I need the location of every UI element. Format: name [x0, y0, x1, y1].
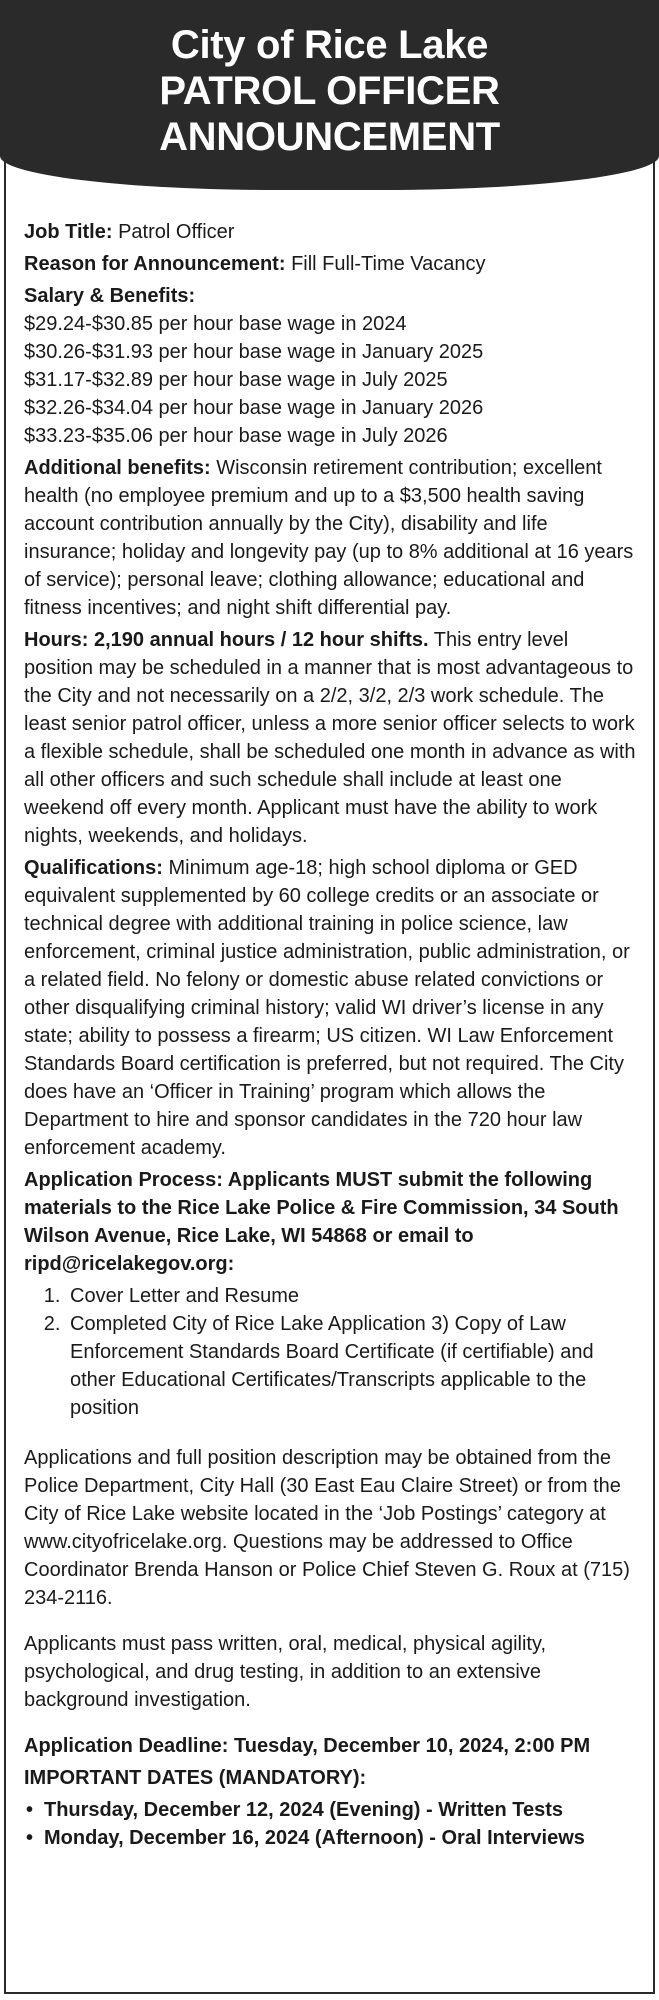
hours-section: [24, 626, 637, 850]
application-steps: [24, 1282, 637, 1422]
salary-line: $32.26-$34.04 per hour base wage in January 2026: [24, 397, 484, 419]
important-date-text: Monday, December 16, 2024 (Afternoon) - Oral Interviews: [44, 1827, 585, 1849]
salary-line: $29.24-$30.85 per hour base wage in 2024: [24, 313, 407, 335]
application-process: [24, 1166, 637, 1278]
salary-line: $30.26-$31.93 per hour base wage in January 2025: [24, 341, 484, 363]
salary-line: $33.23-$35.06 per hour base wage in July 2026: [24, 425, 448, 447]
reason-value: Fill Full-Time Vacancy: [291, 253, 486, 275]
application-process-label: Application Process: Applicants MUST submit the following materials to the Rice Lake Police & Fire Commission, 34 South Wilson Avenue, Rice Lake, WI 54868 or email to ripd@ricelakegov.org:: [24, 1169, 619, 1275]
important-dates-heading: [24, 1764, 637, 1792]
bullet-icon: •: [26, 1827, 34, 1849]
hours-label: Hours: 2,190 annual hours / 12 hour shifts.: [24, 629, 429, 651]
application-deadline-text: Application Deadline: Tuesday, December 10, 2024, 2:00 PM: [24, 1735, 591, 1757]
obtain-info-paragraph: Applications and full position description may be obtained from the Police Department, City Hall (30 East Eau Claire Street) or from the City of Rice Lake website located in the ‘Job Postings’ category at www.cityofricelake.org. Questions may be addressed to Office Coordinator Brenda Hanson or Police Chief Steven G. Roux at (715) 234-2116.: [24, 1447, 630, 1609]
application-deadline: [24, 1732, 637, 1760]
job-title-label: Job Title:: [24, 221, 113, 243]
qualifications-section: [24, 854, 637, 1162]
reason-row: [24, 250, 637, 278]
qualifications-label: Qualifications:: [24, 857, 163, 879]
qualifications-text: Minimum age-18; high school diploma or GED equivalent supplemented by 60 college credits or an associate or technical degree with additional training in police science, law enforcement, criminal justice administration, public administration, or a related field. No felony or domestic abuse related convictions or other disqualifying criminal history; valid WI driver’s license in any state; ability to possess a firearm; US citizen. WI Law Enforcement Standards Board certification is preferred, but not required. The City does have an ‘Officer in Training’ program which allows the Department to hire and sponsor candidates in the 720 hour law enforcement academy.: [24, 857, 630, 1159]
application-step: 1. Cover Letter and Resume: [66, 1282, 637, 1310]
header-city: City of Rice Lake: [170, 23, 489, 67]
announcement-body: [0, 190, 659, 1852]
bullet-icon: •: [26, 1799, 34, 1821]
salary-section: [24, 282, 637, 450]
header-position: PATROL OFFICER: [159, 69, 500, 113]
important-date-item: [26, 1824, 637, 1852]
salary-line: $31.17-$32.89 per hour base wage in July 2025: [24, 369, 448, 391]
header-announcement: ANNOUNCEMENT: [159, 115, 500, 159]
additional-benefits-label: Additional benefits:: [24, 457, 211, 479]
application-step: 2. Completed City of Rice Lake Application 3) Copy of Law Enforcement Standards Board Certificate (if certifiable) and other Educational Certificates/Transcripts applicable to the position: [66, 1310, 637, 1422]
announcement-header: [0, 0, 659, 190]
important-date-item: [26, 1796, 637, 1824]
additional-benefits: [24, 454, 637, 622]
testing-info-paragraph: Applicants must pass written, oral, medical, physical agility, psychological, and drug testing, in addition to an extensive background investigation.: [24, 1633, 547, 1711]
additional-benefits-text: Wisconsin retirement contribution; excellent health (no employee premium and up to a $3,500 health saving account contribution annually by the City), disability and life insurance; holiday and longevity pay (up to 8% additional at 16 years of service); personal leave; clothing allowance; educational and fitness incentives; and night shift differential pay.: [24, 457, 634, 619]
job-title-value: Patrol Officer: [118, 221, 235, 243]
job-title-row: [24, 218, 637, 246]
important-dates-label: IMPORTANT DATES (MANDATORY):: [24, 1767, 367, 1789]
important-date-text: Thursday, December 12, 2024 (Evening) - Written Tests: [44, 1799, 564, 1821]
salary-label: Salary & Benefits:: [24, 285, 196, 307]
reason-label: Reason for Announcement:: [24, 253, 286, 275]
important-dates-list: [24, 1796, 637, 1852]
hours-text: This entry level position may be scheduled in a manner that is most advantageous to the City and not necessarily on a 2/2, 3/2, 2/3 work schedule. The least senior patrol officer, unless a more senior officer selects to work a flexible schedule, shall be scheduled one month in advance as with all other officers and such schedule shall include at least one weekend off every month. Applicant must have the ability to work nights, weekends, and holidays.: [24, 629, 636, 847]
